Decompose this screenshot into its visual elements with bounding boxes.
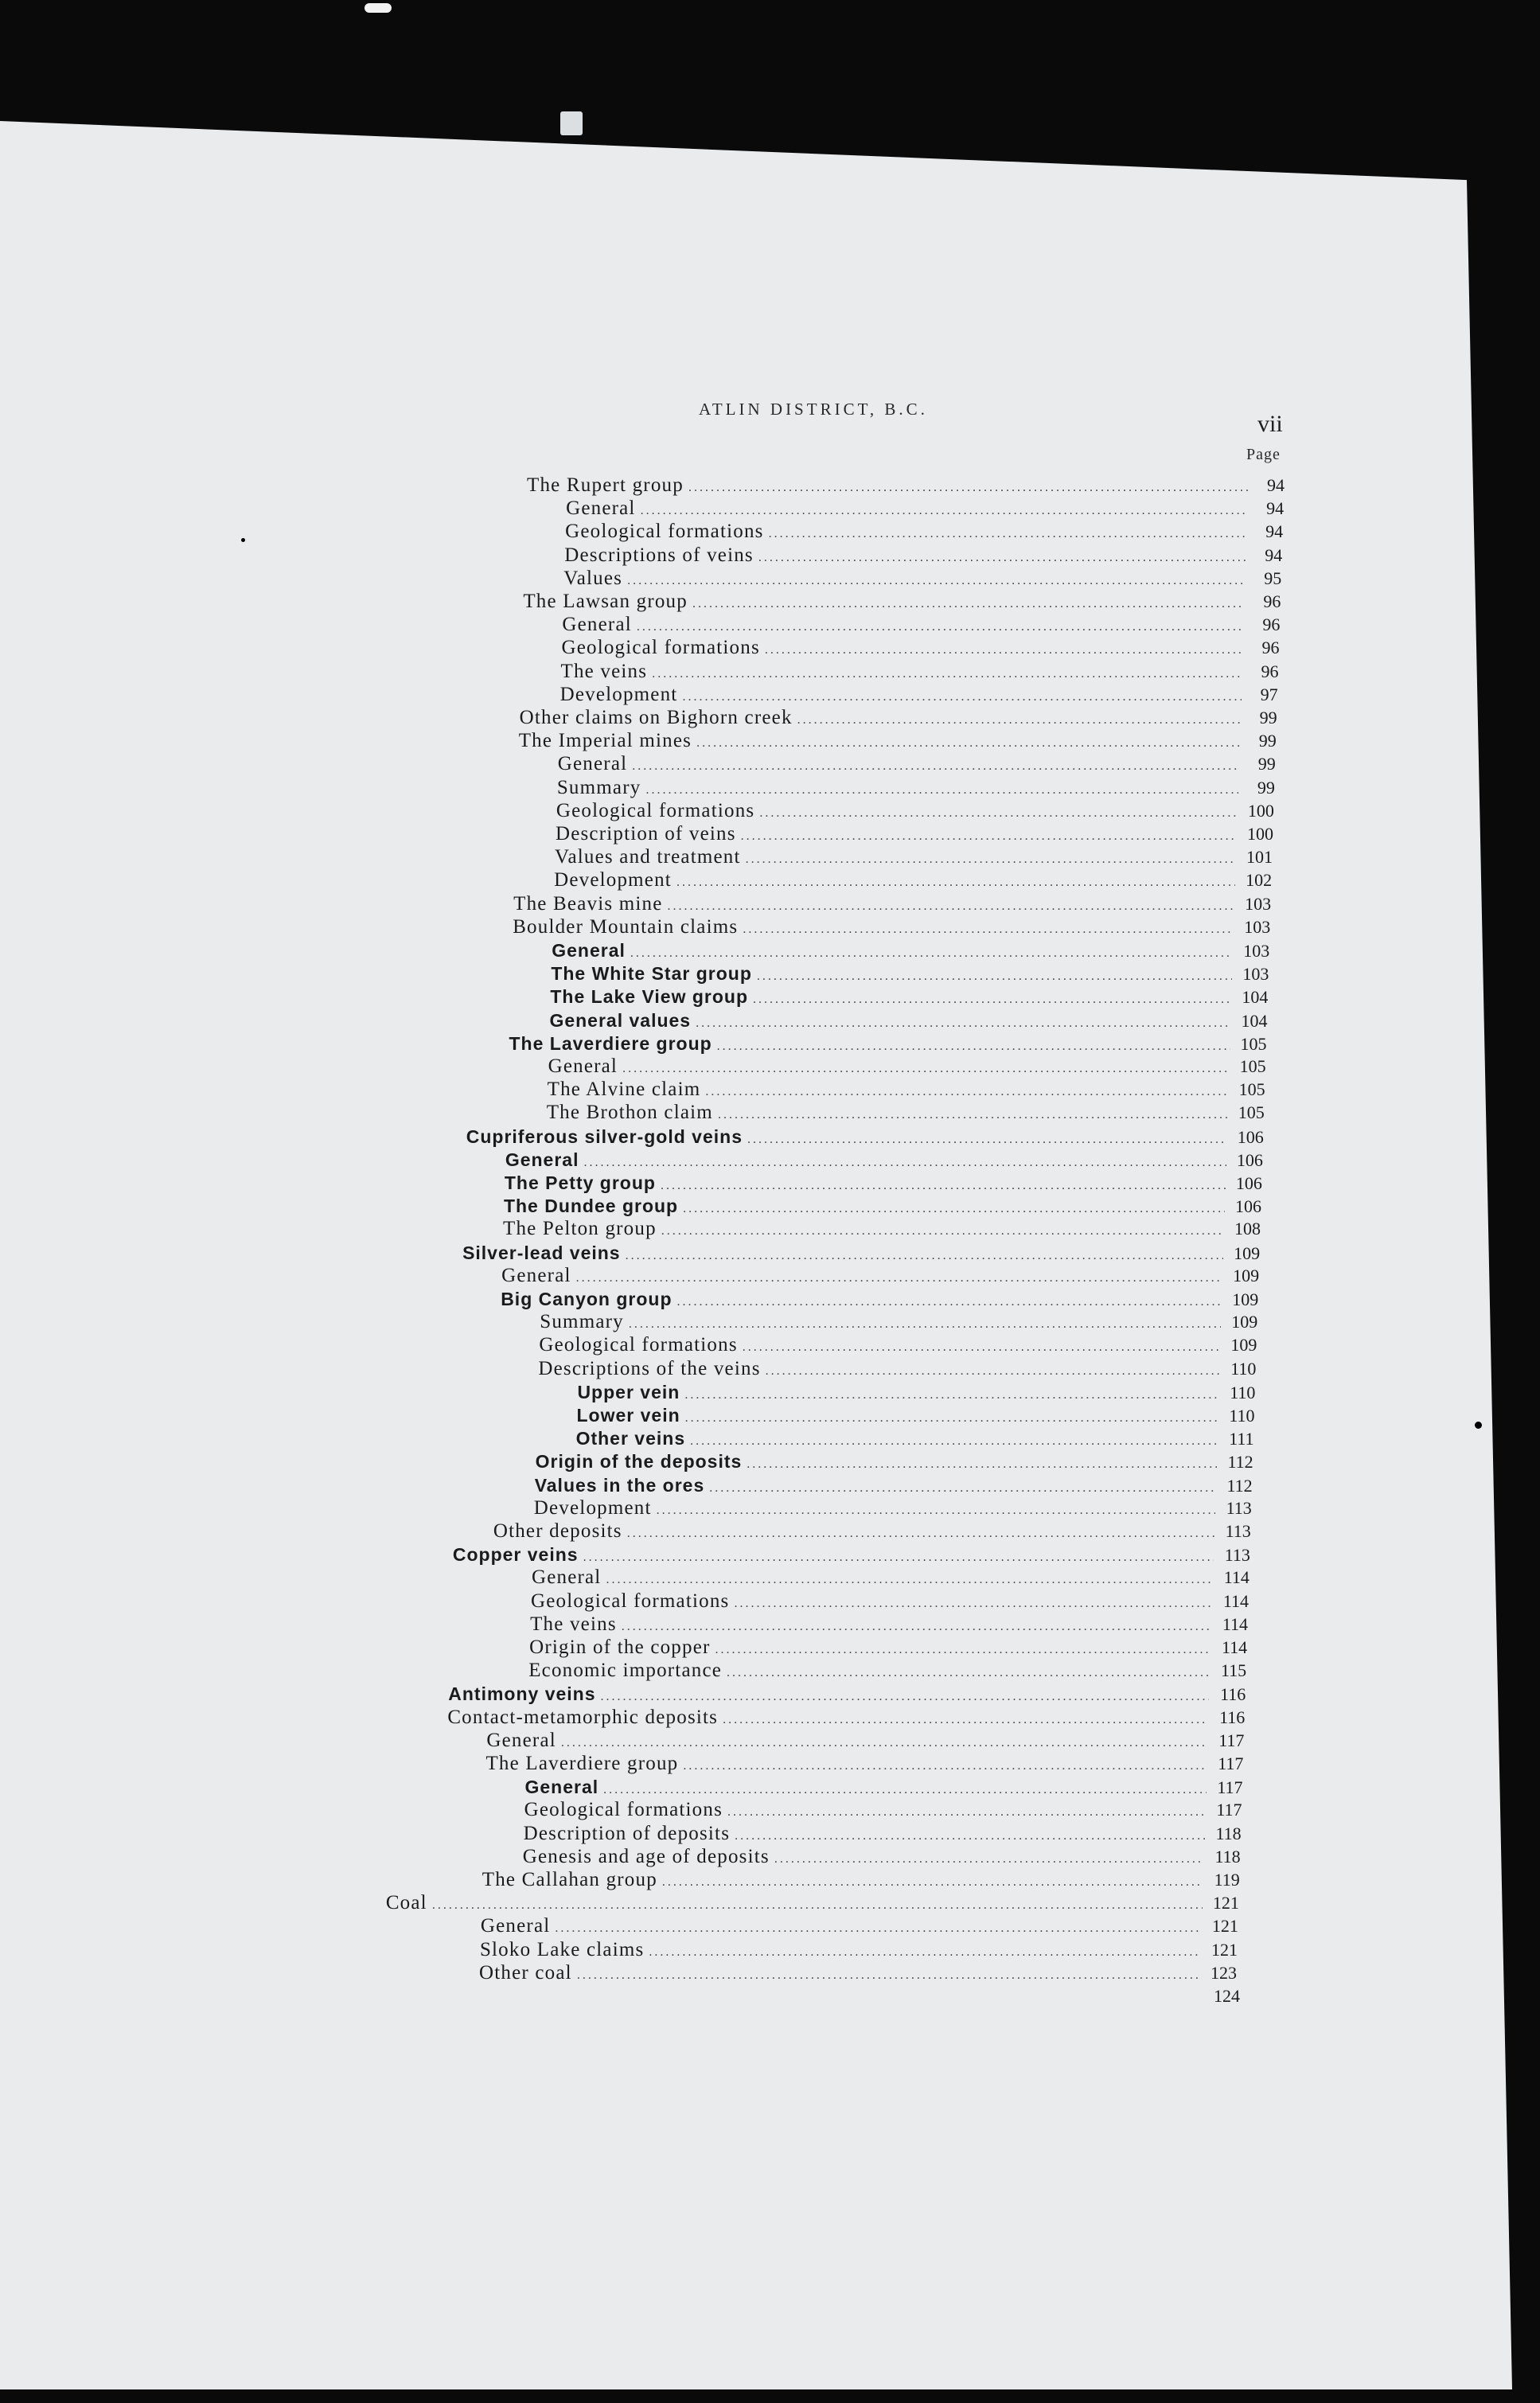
toc-entry <box>557 777 1275 799</box>
toc-page-number: 119 <box>1214 1870 1240 1890</box>
dot-leader <box>577 1964 1200 1987</box>
dot-leader <box>718 1104 1228 1126</box>
dot-leader <box>555 1917 1201 1940</box>
toc-entry-title: Origin of the copper <box>529 1636 711 1658</box>
toc-page-number: 95 <box>1264 568 1282 588</box>
toc-entry <box>550 985 1268 1008</box>
dot-leader <box>652 663 1242 685</box>
dot-leader <box>682 686 1241 708</box>
toc-entry-title: Values in the ores <box>534 1474 705 1496</box>
toc-entry <box>503 1218 1261 1240</box>
toc-page-number: 106 <box>1235 1173 1262 1193</box>
toc-page-number: 117 <box>1216 1800 1242 1820</box>
toc-entry-title: Description of veins <box>555 823 736 845</box>
dot-leader <box>629 1313 1221 1336</box>
dot-leader <box>723 1709 1208 1731</box>
toc-page-number: 100 <box>1247 800 1274 821</box>
toc-entry-title: Geological formations <box>524 1799 723 1821</box>
toc-entry <box>525 1776 1243 1798</box>
toc-entry-title: The Laverdiere group <box>485 1753 679 1774</box>
dot-leader <box>715 1639 1211 1661</box>
toc-page-number: 113 <box>1226 1497 1252 1518</box>
toc-entry-title: The Beavis mine <box>513 892 663 915</box>
toc-entry <box>505 1149 1263 1171</box>
toc-entry <box>535 1474 1253 1496</box>
dot-leader <box>627 570 1245 592</box>
dot-leader <box>741 825 1237 848</box>
toc-entry <box>513 893 1271 915</box>
toc-entry-title: Cupriferous silver-gold veins <box>466 1125 743 1147</box>
toc-page-number: 99 <box>1257 754 1276 774</box>
toc-entry-title: Contact-metamorphic deposits <box>447 1706 719 1728</box>
dot-leader <box>657 1500 1215 1522</box>
toc-entry <box>485 1753 1243 1775</box>
dot-leader <box>606 1569 1212 1591</box>
toc-entry <box>480 1939 1238 1961</box>
dot-leader <box>758 547 1246 569</box>
toc-entry-title: General <box>531 1566 602 1589</box>
dot-leader <box>727 1801 1206 1824</box>
running-header: ATLIN DISTRICT, B.C. <box>699 400 928 419</box>
toc-entry <box>536 1450 1253 1473</box>
toc-entry-title: Origin of the deposits <box>535 1451 743 1473</box>
dot-leader <box>696 732 1240 755</box>
toc-page-number: 116 <box>1219 1707 1246 1727</box>
toc-page-number: 94 <box>1265 521 1284 542</box>
toc-entry <box>577 1404 1255 1426</box>
dot-leader <box>757 965 1232 988</box>
dot-leader <box>622 1058 1229 1080</box>
toc-entry <box>566 497 1284 520</box>
dot-leader <box>668 895 1235 918</box>
toc-entry-title: General <box>480 1915 551 1937</box>
toc-entry <box>513 916 1270 938</box>
toc-page-number: 109 <box>1234 1242 1261 1263</box>
dot-leader <box>774 1848 1204 1871</box>
dot-leader <box>690 1430 1217 1453</box>
toc-entry-title: Big Canyon group <box>501 1289 673 1309</box>
toc-entry-title: General <box>505 1149 579 1170</box>
dot-leader <box>627 1523 1214 1545</box>
toc-entry <box>479 1962 1237 1984</box>
toc-entry <box>547 1102 1265 1124</box>
toc-page-number: 99 <box>1258 731 1277 751</box>
toc-entry-title: The veins <box>530 1613 617 1635</box>
toc-entry-title: Copper veins <box>452 1544 579 1566</box>
dot-leader <box>603 1779 1206 1801</box>
toc-entry <box>558 753 1276 775</box>
toc-page-number: 114 <box>1221 1637 1248 1657</box>
toc-entry-title: Other veins <box>575 1428 686 1449</box>
toc-page-number: 108 <box>1234 1219 1261 1239</box>
dot-leader <box>626 1245 1223 1267</box>
toc-page-number: 123 <box>1211 1962 1237 1983</box>
toc-entry-title: The Lake View group <box>550 986 749 1008</box>
toc-entry <box>524 1799 1242 1821</box>
toc-page-number: 97 <box>1260 684 1278 704</box>
toc-page-number: 110 <box>1230 1382 1256 1402</box>
toc-entry-title: Development <box>554 869 672 891</box>
toc-entry <box>523 1846 1241 1868</box>
toc-page-number: 94 <box>1267 475 1285 495</box>
toc-entry <box>462 1242 1260 1264</box>
toc-entry-title: Geological formations <box>565 521 764 543</box>
toc-page-number: 99 <box>1257 777 1275 798</box>
toc-entry <box>482 1869 1240 1891</box>
toc-entry-title: The Callahan group <box>481 1869 657 1890</box>
toc-entry-title: Values and treatment <box>555 846 741 868</box>
toc-page-number: 109 <box>1230 1335 1257 1356</box>
toc-page-number: 106 <box>1236 1149 1263 1170</box>
toc-entry <box>554 869 1272 891</box>
dot-leader <box>747 1453 1216 1476</box>
toc-page-number: 110 <box>1230 1358 1257 1379</box>
toc-entry <box>447 1707 1245 1729</box>
toc-page-number: 96 <box>1263 591 1281 611</box>
toc-page-number: 116 <box>1220 1684 1246 1705</box>
toc-entry <box>532 1566 1250 1589</box>
dot-leader <box>683 1755 1207 1777</box>
toc-page-number: 111 <box>1229 1429 1254 1449</box>
toc-page-number: 103 <box>1244 916 1271 937</box>
dot-leader <box>705 1081 1228 1103</box>
toc-entry <box>548 1055 1266 1078</box>
toc-page-number: 105 <box>1238 1102 1265 1123</box>
toc-entry <box>527 474 1285 497</box>
dot-leader <box>622 1616 1211 1638</box>
toc-trailing-page <box>1208 1985 1256 2007</box>
dot-leader <box>661 1175 1226 1197</box>
dot-leader <box>676 872 1235 894</box>
toc-entry-title: Geological formations <box>539 1334 738 1356</box>
dot-leader <box>766 1360 1220 1383</box>
toc-page-number: 106 <box>1234 1196 1261 1217</box>
toc-page-number: 102 <box>1246 870 1273 891</box>
toc-entry-title: The Petty group <box>504 1172 656 1193</box>
dot-leader <box>692 593 1244 615</box>
dot-leader <box>747 1129 1227 1151</box>
toc-page-number: 96 <box>1261 638 1280 658</box>
toc-entry-title: The Brothon claim <box>546 1102 713 1124</box>
toc-entry <box>519 730 1277 752</box>
toc-entry <box>539 1334 1257 1356</box>
toc-entry-title: General <box>548 1055 618 1077</box>
toc-entry-title: The Rupert group <box>527 474 684 496</box>
toc-page-number: 94 <box>1266 498 1285 519</box>
toc-page-number: 117 <box>1217 1777 1243 1798</box>
toc-entry <box>529 1636 1247 1659</box>
dot-leader <box>743 919 1234 941</box>
toc-entry-title: General <box>562 614 632 636</box>
dot-leader <box>797 709 1241 731</box>
dot-leader <box>696 1012 1230 1035</box>
dot-leader <box>683 1198 1225 1220</box>
toc-entry <box>481 1915 1238 1937</box>
dot-leader <box>576 1267 1222 1289</box>
toc-page-number: 104 <box>1241 1010 1268 1031</box>
toc-entry <box>576 1427 1254 1449</box>
toc-page-number: 99 <box>1259 708 1277 728</box>
dot-leader <box>677 1291 1222 1313</box>
toc-entry <box>556 823 1273 845</box>
toc-entry-title: Lower vein <box>576 1405 680 1426</box>
toc-entry <box>562 614 1280 636</box>
toc-entry <box>563 568 1281 590</box>
toc-page-number: 96 <box>1261 661 1279 681</box>
toc-entry <box>561 661 1279 683</box>
toc-entry <box>523 591 1281 613</box>
dot-leader <box>709 1477 1215 1500</box>
toc-entry <box>556 800 1274 822</box>
toc-page-number: 114 <box>1222 1613 1249 1634</box>
dot-leader <box>734 1593 1212 1615</box>
toc-entry-title: General <box>486 1729 556 1751</box>
toc-page-number: 118 <box>1214 1846 1241 1867</box>
page-column-label: Page <box>1246 446 1281 463</box>
toc-page-number: 114 <box>1222 1590 1249 1611</box>
toc-entry <box>577 1381 1255 1403</box>
toc-entry-title: Upper vein <box>577 1381 680 1402</box>
toc-entry <box>561 637 1279 659</box>
dot-leader <box>583 1547 1214 1569</box>
dot-leader <box>661 1220 1224 1242</box>
page-folio: vii <box>1257 411 1283 437</box>
toc-page-number: 105 <box>1240 1033 1267 1054</box>
toc-entry-title: Economic importance <box>528 1660 723 1682</box>
dot-leader <box>685 1407 1218 1430</box>
dot-leader <box>753 989 1231 1011</box>
dot-leader <box>684 1384 1218 1406</box>
toc-page-number: 103 <box>1242 964 1269 985</box>
toc-entry-title: Other claims on Bighorn creek <box>519 707 793 728</box>
toc-entry-title: Silver-lead veins <box>462 1242 621 1263</box>
toc-entry-title: The veins <box>560 660 648 682</box>
toc-page-number: 105 <box>1239 1056 1266 1076</box>
toc-entry-title: Other deposits <box>493 1520 622 1542</box>
toc-page-number: 115 <box>1221 1660 1247 1681</box>
toc-entry-title: General <box>524 1777 599 1798</box>
toc-entry-title: General <box>501 1264 571 1286</box>
toc-entry <box>504 1195 1261 1217</box>
dot-leader <box>561 1732 1207 1754</box>
dot-leader <box>769 523 1247 545</box>
toc-entry <box>493 1520 1251 1543</box>
toc-entry <box>531 1590 1249 1613</box>
toc-page-number: 101 <box>1246 847 1273 868</box>
toc-page-number: 112 <box>1227 1452 1253 1473</box>
toc-page-number: 118 <box>1215 1823 1242 1843</box>
toc-page-number: 114 <box>1223 1567 1250 1588</box>
dot-leader <box>632 755 1238 778</box>
toc-entry-title: Geological formations <box>561 637 760 659</box>
toc-page-number: 105 <box>1238 1079 1265 1100</box>
dot-leader <box>645 779 1238 802</box>
dot-leader <box>717 1036 1230 1058</box>
toc-entry <box>565 521 1283 543</box>
toc-page-number: 103 <box>1245 893 1272 914</box>
toc-page-number: 112 <box>1226 1475 1253 1496</box>
toc-entry-title: Development <box>559 683 678 705</box>
toc-entry-title: The White Star group <box>551 963 752 985</box>
dot-leader <box>637 616 1243 638</box>
dot-leader <box>735 1825 1204 1847</box>
toc-entry <box>486 1730 1244 1752</box>
toc-entry-title: Sloko Lake claims <box>479 1938 645 1960</box>
toc-page-number: 121 <box>1212 1893 1239 1913</box>
toc-entry-title: General <box>552 940 626 961</box>
toc-page-number: 121 <box>1211 1939 1238 1960</box>
dot-leader <box>688 477 1248 499</box>
toc-entry-title: The Imperial mines <box>518 730 692 752</box>
toc-entry <box>530 1613 1248 1636</box>
toc-entry <box>520 707 1277 729</box>
toc-page-number: 121 <box>1211 1916 1238 1937</box>
toc-page-number: 124 <box>1214 1986 1240 2006</box>
toc-entry <box>534 1497 1252 1519</box>
dot-leader <box>746 848 1236 871</box>
toc-entry <box>548 1079 1265 1101</box>
toc-entry-title: General values <box>549 1009 692 1031</box>
dot-leader <box>765 639 1243 661</box>
toc-entry-title: Geological formations <box>556 799 755 821</box>
toc-page-number: 100 <box>1246 824 1273 844</box>
toc-entry-title: Other coal <box>479 1961 572 1984</box>
dot-leader <box>649 1941 1201 1964</box>
toc-page-number: 110 <box>1229 1406 1255 1426</box>
toc-entry <box>549 1009 1267 1032</box>
dot-leader <box>662 1871 1203 1894</box>
toc-page-number: 113 <box>1225 1521 1251 1541</box>
toc-entry-title: Genesis and age of deposits <box>522 1845 770 1867</box>
toc-entry-title: The Alvine claim <box>547 1079 701 1101</box>
toc-entry <box>386 1892 1239 1914</box>
toc-page-number: 94 <box>1265 544 1283 565</box>
toc-page-number: 103 <box>1243 941 1270 961</box>
toc-entry-title: Coal <box>385 1892 427 1914</box>
toc-entry-title: General <box>566 497 636 520</box>
toc-entry-title: Development <box>533 1496 652 1519</box>
dot-leader <box>727 1662 1210 1684</box>
toc-page-number: 109 <box>1231 1312 1258 1332</box>
toc-entry <box>453 1543 1250 1566</box>
toc-entry-title: The Laverdiere group <box>509 1032 712 1054</box>
toc-page-number: 96 <box>1262 614 1281 635</box>
toc-entry <box>551 962 1269 985</box>
toc-page-number: 106 <box>1237 1126 1264 1147</box>
toc-entry <box>524 1823 1242 1845</box>
toc-entry <box>538 1358 1256 1380</box>
toc-entry <box>555 846 1273 868</box>
toc-entry <box>552 939 1269 962</box>
toc-entry-title: Values <box>563 567 623 589</box>
toc-entry <box>501 1288 1258 1310</box>
toc-page-number: 104 <box>1242 987 1269 1008</box>
toc-page-number: 117 <box>1218 1753 1244 1773</box>
toc-page-number: 117 <box>1218 1730 1245 1750</box>
toc-entry-title: General <box>557 753 628 775</box>
toc-entry-title: Descriptions of veins <box>564 544 754 566</box>
toc-entry <box>448 1683 1246 1705</box>
toc-entry-title: The Lawsan group <box>523 591 688 612</box>
dot-leader <box>601 1686 1210 1708</box>
dot-leader <box>432 1894 1203 1917</box>
dot-leader <box>630 942 1233 965</box>
toc-entry-title: Boulder Mountain claims <box>513 915 739 938</box>
dot-leader <box>641 500 1247 522</box>
toc-entry-title: Antimony veins <box>448 1683 596 1705</box>
toc-entry <box>466 1125 1264 1148</box>
toc-entry <box>528 1660 1246 1682</box>
toc-entry-title: Description of deposits <box>523 1822 731 1844</box>
toc-entry-title: Geological formations <box>531 1590 730 1612</box>
toc-entry <box>509 1032 1267 1055</box>
toc-entry-title: Summary <box>556 776 641 798</box>
toc-page-number: 113 <box>1224 1545 1250 1566</box>
toc-entry-title: Descriptions of the veins <box>538 1357 761 1379</box>
toc-page-number: 109 <box>1232 1289 1259 1309</box>
toc-entry-title: The Dundee group <box>503 1196 679 1217</box>
dot-leader <box>743 1336 1221 1359</box>
toc-entry-title: The Pelton group <box>503 1218 657 1240</box>
toc-entry-title: Summary <box>540 1311 624 1333</box>
toc-entry <box>501 1265 1259 1287</box>
toc-entry <box>505 1172 1262 1194</box>
toc-entry <box>564 544 1282 567</box>
dot-leader <box>759 802 1238 825</box>
toc-entry <box>540 1311 1257 1333</box>
dot-leader <box>583 1152 1226 1174</box>
toc-page-number: 109 <box>1233 1265 1260 1285</box>
toc-entry <box>560 684 1278 706</box>
